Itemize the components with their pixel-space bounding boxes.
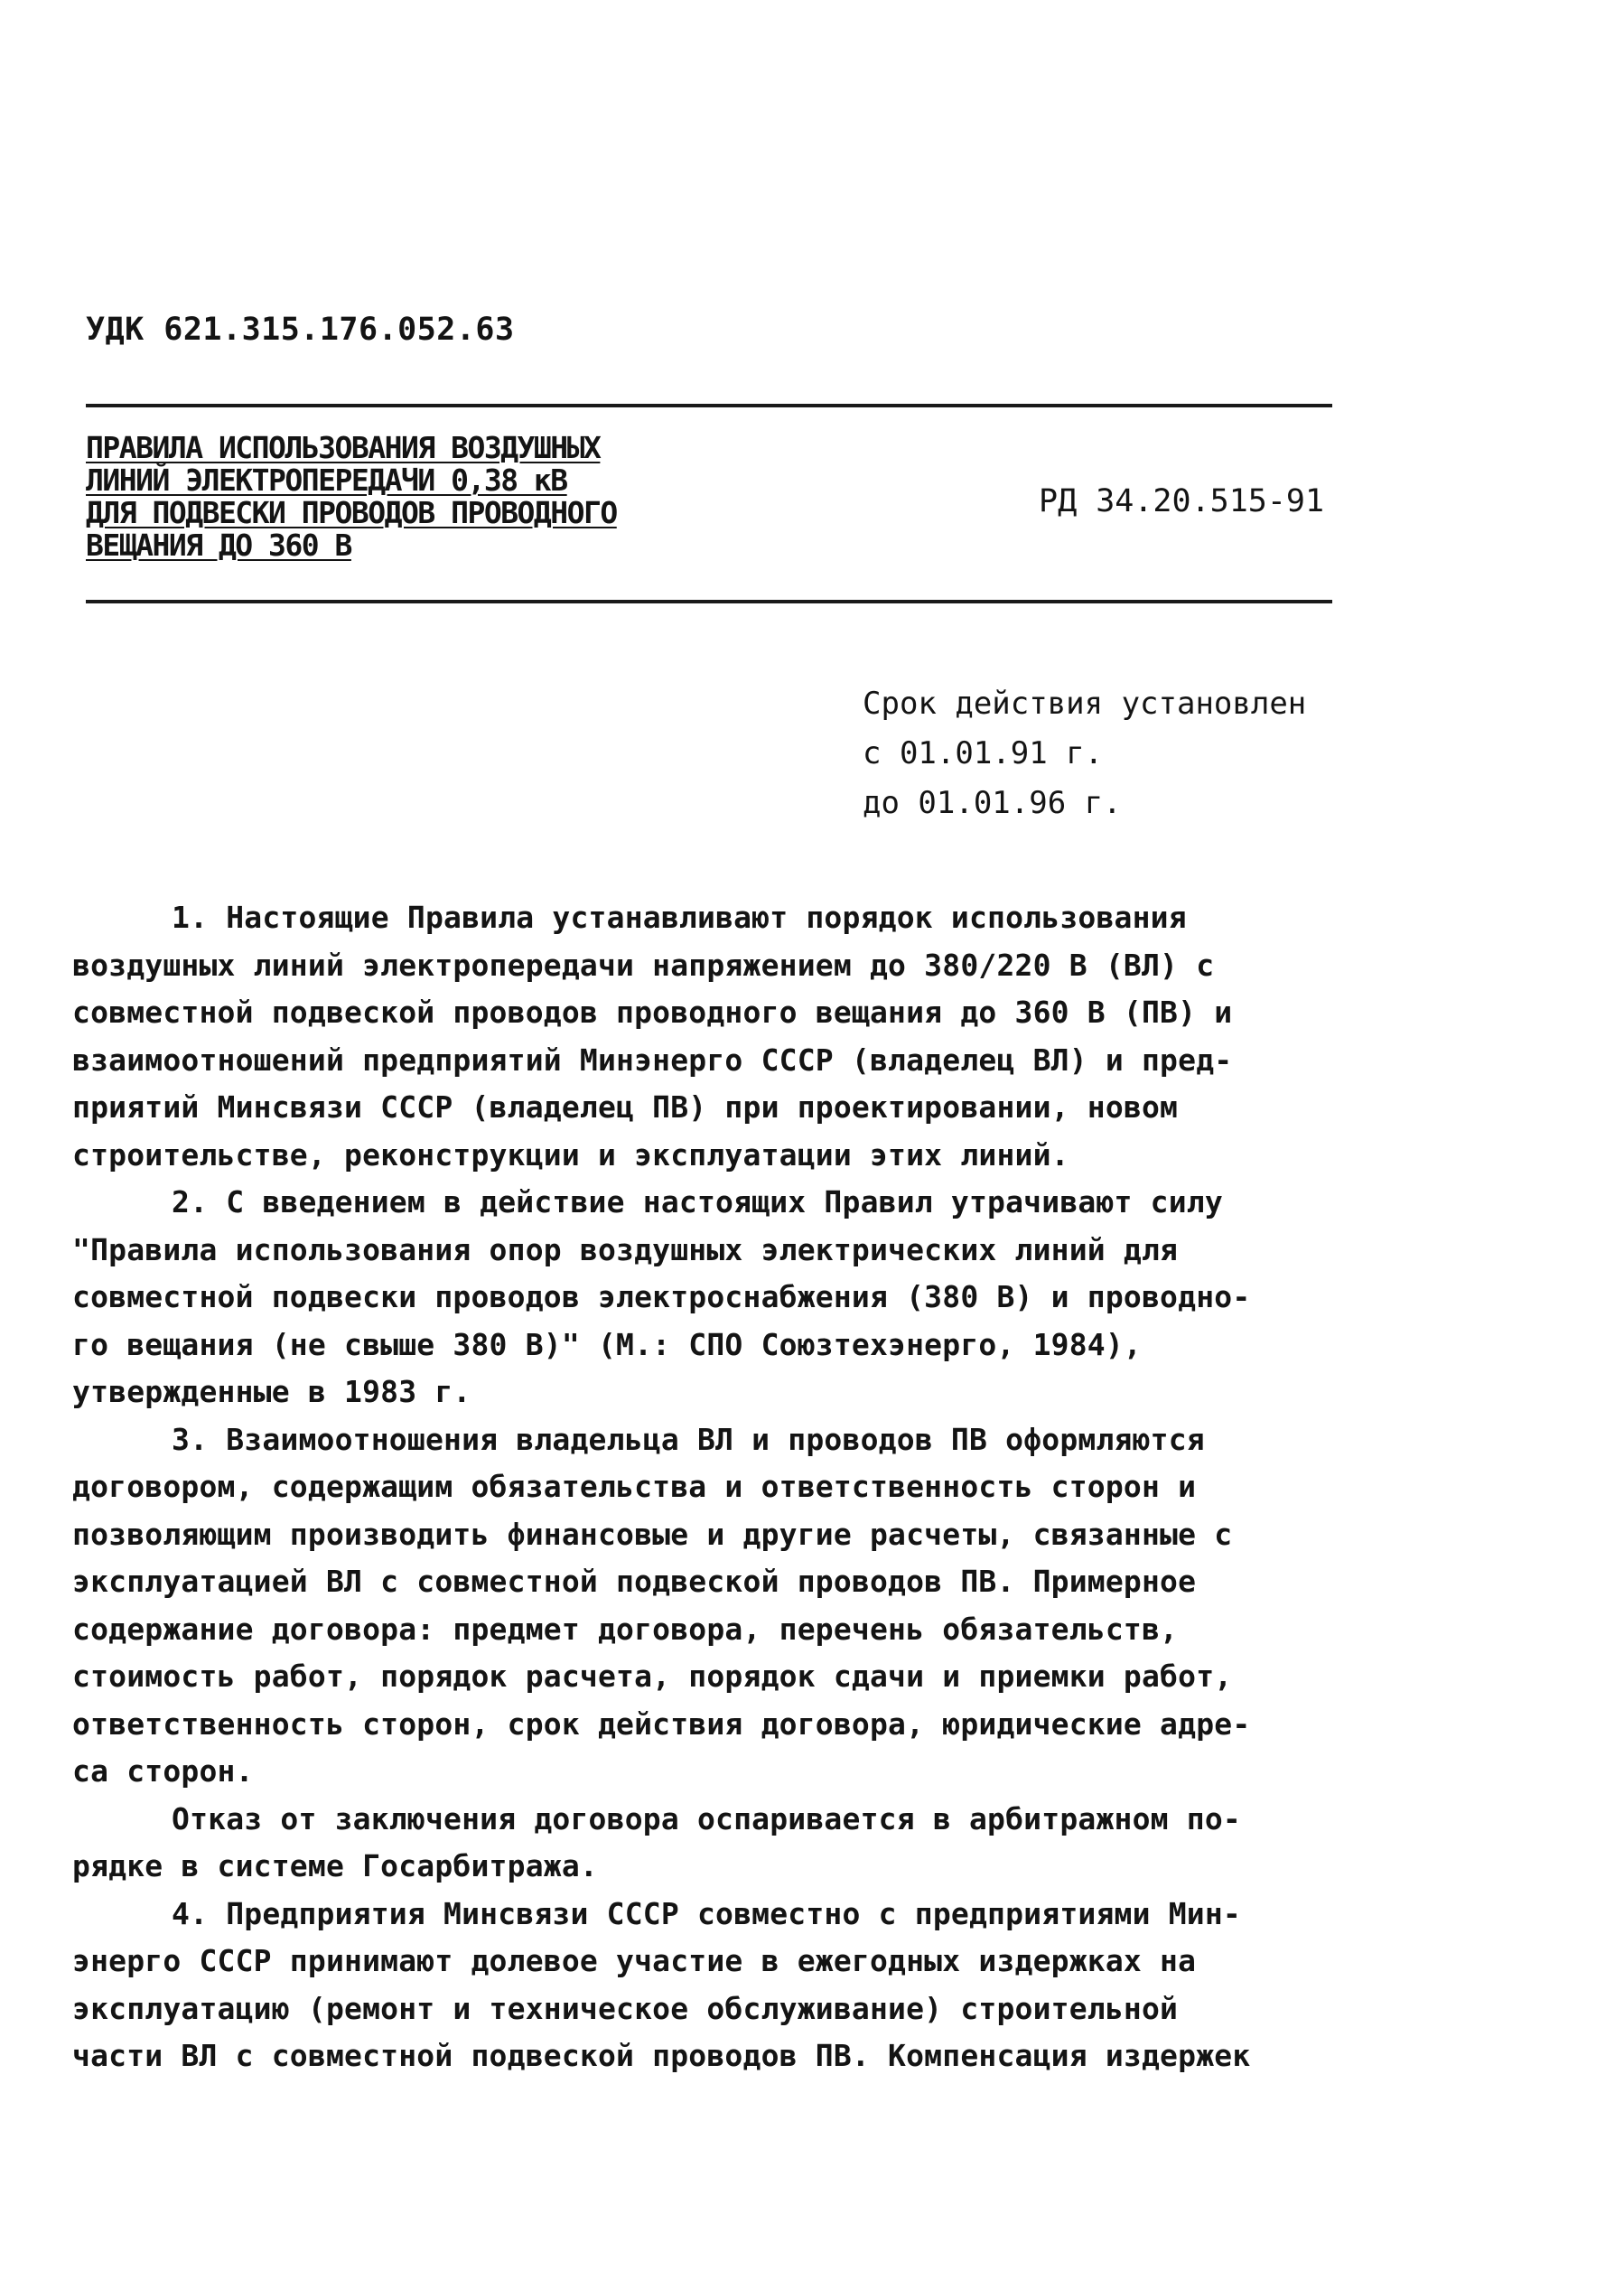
body-line: са сторон. bbox=[72, 1753, 254, 1789]
body-line: эксплуатацию (ремонт и техническое обслуживание) строительной bbox=[72, 1990, 1179, 2026]
body-line: 1. Настоящие Правила устанавливают порядок использования bbox=[172, 900, 1187, 935]
document-code: РД 34.20.515-91 bbox=[1039, 483, 1325, 519]
body-line: части ВЛ с совместной подвеской проводов ПВ. Компенсация издержек bbox=[72, 2038, 1251, 2073]
title-line: ВЕЩАНИЯ ДО 360 В bbox=[86, 528, 351, 563]
validity-line: с 01.01.91 г. bbox=[863, 735, 1104, 771]
body-line: 3. Взаимоотношения владельца ВЛ и проводов ПВ оформляются bbox=[172, 1421, 1205, 1457]
title-line: ДЛЯ ПОДВЕСКИ ПРОВОДОВ ПРОВОДНОГО bbox=[86, 495, 617, 530]
validity-period bbox=[863, 679, 1306, 828]
body-line: ответственность сторон, срок действия договора, юридические адре- bbox=[72, 1705, 1251, 1742]
title-line: ЛИНИЙ ЭЛЕКТРОПЕРЕДАЧИ 0,38 кВ bbox=[86, 463, 567, 498]
body-line: рядке в системе Госарбитража. bbox=[72, 1848, 598, 1883]
body-line: энерго СССР принимают долевое участие в ежегодных издержках на bbox=[72, 1943, 1197, 1978]
body-line: воздушных линий электропередачи напряжением до 380/220 В (ВЛ) с bbox=[72, 947, 1215, 983]
body-line: эксплуатацией ВЛ с совместной подвеской проводов ПВ. Примерное bbox=[72, 1564, 1197, 1599]
body-text bbox=[72, 894, 1346, 2080]
body-line: строительстве, реконструкции и эксплуатации этих линий. bbox=[72, 1136, 1069, 1173]
body-line: приятий Минсвязи СССР (владелец ПВ) при проектировании, новом bbox=[72, 1089, 1179, 1125]
body-line: стоимость работ, порядок расчета, порядок сдачи и приемки работ, bbox=[72, 1659, 1233, 1694]
body-line: содержание договора: предмет договора, перечень обязательств, bbox=[72, 1611, 1179, 1647]
document-title bbox=[86, 432, 772, 562]
body-line: совместной подвеской проводов проводного вещания до 360 В (ПВ) и bbox=[72, 995, 1233, 1030]
body-line: 2. С введением в действие настоящих Правил утрачивают силу bbox=[172, 1184, 1223, 1219]
body-line: Отказ от заключения договора оспаривается в арбитражном по- bbox=[172, 1800, 1241, 1836]
header-top-rule bbox=[86, 404, 1332, 407]
body-line: "Правила использования опор воздушных электрических линий для bbox=[72, 1231, 1179, 1267]
udk-code: УДК 621.315.176.052.63 bbox=[86, 312, 515, 348]
body-line: 4. Предприятия Минсвязи СССР совместно с предприятиями Мин- bbox=[172, 1895, 1241, 1931]
header-bottom-rule bbox=[86, 600, 1332, 603]
title-line: ПРАВИЛА ИСПОЛЬЗОВАНИЯ ВОЗДУШНЫХ bbox=[86, 430, 601, 465]
body-line: утвержденные в 1983 г. bbox=[72, 1374, 471, 1409]
validity-line: Срок действия установлен bbox=[863, 686, 1307, 722]
body-line: взаимоотношений предприятий Минэнерго СССР (владелец ВЛ) и пред- bbox=[72, 1042, 1233, 1078]
validity-line: до 01.01.96 г. bbox=[863, 785, 1122, 821]
body-line: го вещания (не свыше 380 В)" (М.: СПО Союзтехэнерго, 1984), bbox=[72, 1326, 1142, 1362]
body-line: совместной подвески проводов электроснабжения (380 В) и проводно- bbox=[72, 1279, 1251, 1314]
body-line: договором, содержащим обязательства и ответственность сторон и bbox=[72, 1469, 1197, 1504]
body-line: позволяющим производить финансовые и другие расчеты, связанные с bbox=[72, 1516, 1233, 1552]
